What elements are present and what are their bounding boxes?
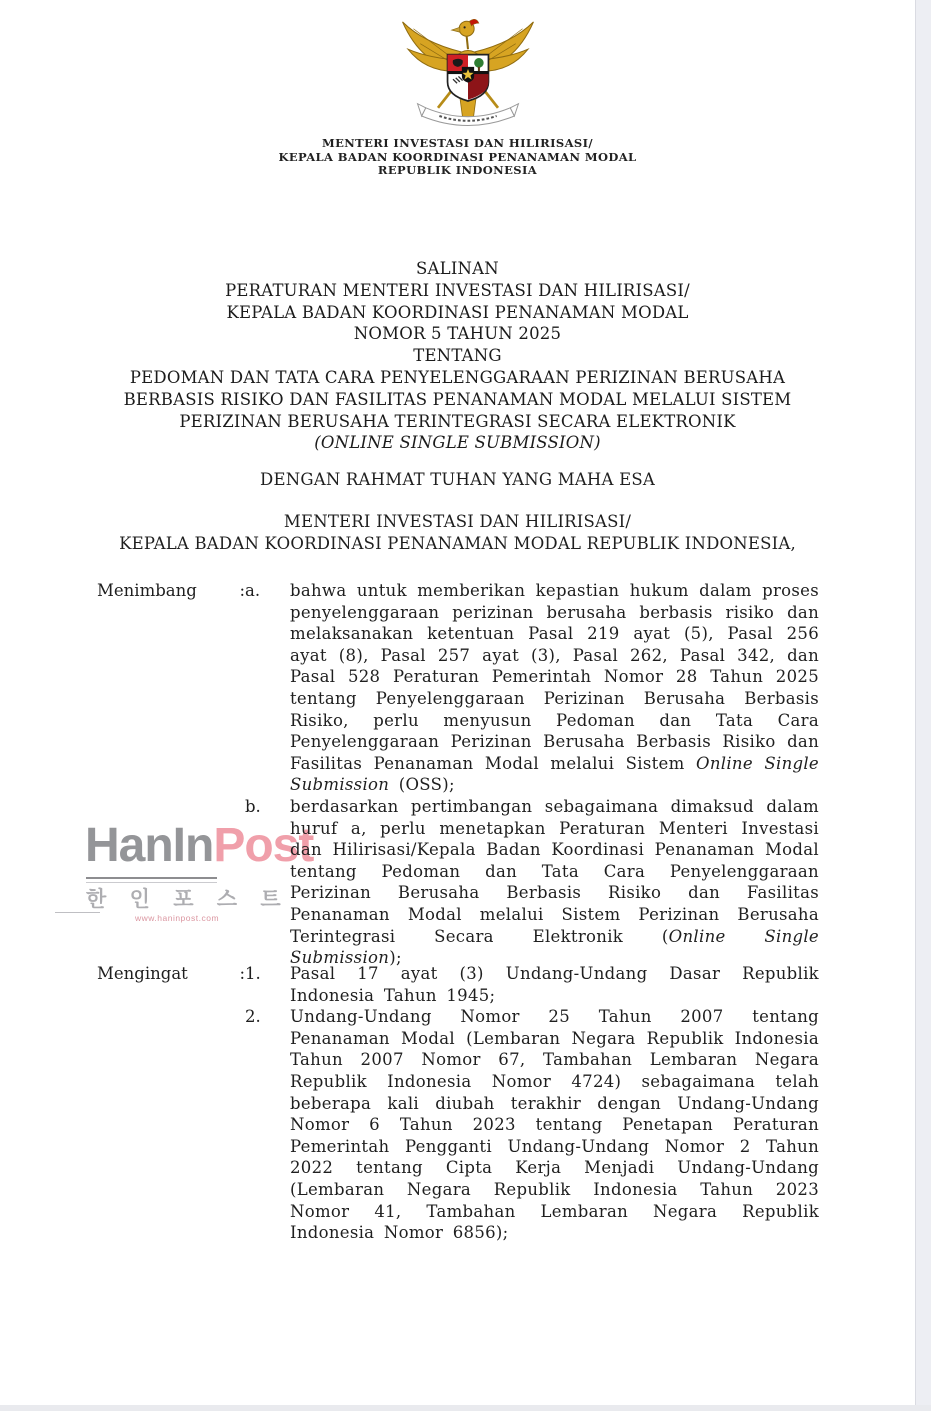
list-item	[245, 963, 819, 1006]
invocation-line: DENGAN RAHMAT TUHAN YANG MAHA ESA	[260, 470, 655, 489]
menimbang-items	[245, 580, 819, 969]
regulation-title	[0, 258, 915, 454]
title-line: PEDOMAN DAN TATA CARA PENYELENGGARAAN PERIZINAN BERUSAHA	[129, 367, 786, 387]
ministry-letterhead	[0, 137, 915, 178]
item-text: Undang-Undang Nomor 25 Tahun 2007 tentang Penanaman Modal (Lembaran Negara Republik Indonesia Tahun 2007 Nomor 67, Tambahan Lembaran Negara Republik Indonesia Nomor 4724) sebagaimana telah beberapa kali diubah terakhir dengan Undang-Undang Nomor 6 Tahun 2023 tentang Penetapan Peraturan Pemerintah Pengganti Undang-Undang Nomor 2 Tahun 2022 tentang Cipta Kerja Menjadi Undang-Undang (Lembaran Negara Republik Indonesia Tahun 2023 Nomor 41, Tambahan Lembaran Negara Republik Indonesia Nomor 6856);	[290, 1007, 819, 1243]
authority-line: KEPALA BADAN KOORDINASI PENANAMAN MODAL REPUBLIK INDONESIA,	[119, 533, 796, 553]
item-text: berdasarkan pertimbangan sebagaimana dimaksud dalam huruf a, perlu menetapkan Peraturan Menteri Investasi dan Hilirisasi/Kepala Badan Koordinasi Penanaman Modal tentang Pedoman dan Tata Cara Penyelenggaraan Perizinan Berusaha Berbasis Risiko dan Fasilitas Penanaman Modal melalui Sistem Perizinan Berusaha Terintegrasi Secara Elektronik (Online Single Submission);	[290, 796, 819, 968]
watermark-korean-text: 한 인 포 스 트	[86, 887, 289, 911]
section-colon: :	[239, 581, 245, 600]
mengingat-section	[97, 963, 819, 1244]
title-line: KEPALA BADAN KOORDINASI PENANAMAN MODAL	[226, 302, 689, 322]
item-text: Pasal 17 ayat (3) Undang-Undang Dasar Republik Indonesia Tahun 1945;	[290, 964, 819, 1005]
title-line: PERATURAN MENTERI INVESTASI DAN HILIRISASI/	[225, 280, 690, 300]
authority-line: MENTERI INVESTASI DAN HILIRISASI/	[283, 512, 632, 531]
title-line: TENTANG	[413, 346, 502, 366]
section-colon: :	[239, 964, 245, 983]
section-label-text: Mengingat	[97, 964, 188, 983]
haninpost-logo-gray: HanIn	[85, 819, 214, 872]
title-line-oss: (ONLINE SINGLE SUBMISSION)	[314, 433, 601, 453]
list-item	[245, 580, 819, 796]
section-label-text: Menimbang	[97, 581, 197, 600]
title-line: BERBASIS RISIKO DAN FASILITAS PENANAMAN MODAL MELALUI SISTEM	[123, 389, 792, 409]
list-item	[245, 796, 819, 969]
watermark-url: www.haninpost.com	[134, 913, 220, 923]
title-line: NOMOR 5 TAHUN 2025	[353, 324, 562, 344]
letterhead-line: REPUBLIK INDONESIA	[377, 163, 538, 177]
item-marker: 2.	[245, 1007, 261, 1027]
watermark-left-line	[55, 912, 100, 913]
garuda-pancasila-emblem	[393, 8, 543, 134]
item-marker: a.	[245, 581, 261, 600]
bottom-gutter	[0, 1405, 931, 1411]
mengingat-label	[97, 963, 245, 985]
item-text: bahwa untuk memberikan kepastian hukum dalam proses penyelenggaraan perizinan berusaha berbasis risiko dan melaksanakan ketentuan Pasal 219 ayat (5), Pasal 256 ayat (8), Pasal 257 ayat (3), Pasal 262, Pasal 342, dan Pasal 528 Peraturan Pemerintah Nomor 28 Tahun 2025 tentang Penyelenggaraan Perizinan Berusaha Berbasis Risiko, perlu menyusun Pedoman dan Tata Cara Penyelenggaraan Perizinan Berusaha Berbasis Risiko dan Fasilitas Penanaman Modal melalui Sistem Online Single Submission (OSS);	[290, 581, 819, 795]
authority-block	[0, 511, 915, 555]
mengingat-items	[245, 963, 819, 1244]
menimbang-label	[97, 580, 245, 602]
letterhead-line: MENTERI INVESTASI DAN HILIRISASI/	[321, 136, 594, 150]
right-gutter	[915, 0, 931, 1411]
title-line: PERIZINAN BERUSAHA TERINTEGRASI SECARA ELEKTRONIK	[179, 411, 736, 431]
haninpost-logo-red: Post	[213, 819, 314, 872]
menimbang-section	[97, 580, 819, 969]
item-marker: b.	[245, 796, 261, 816]
letterhead-line: KEPALA BADAN KOORDINASI PENANAMAN MODAL	[278, 149, 637, 164]
item-marker: 1.	[245, 964, 261, 983]
salinan-label: SALINAN	[416, 259, 499, 278]
list-item	[245, 1006, 819, 1244]
